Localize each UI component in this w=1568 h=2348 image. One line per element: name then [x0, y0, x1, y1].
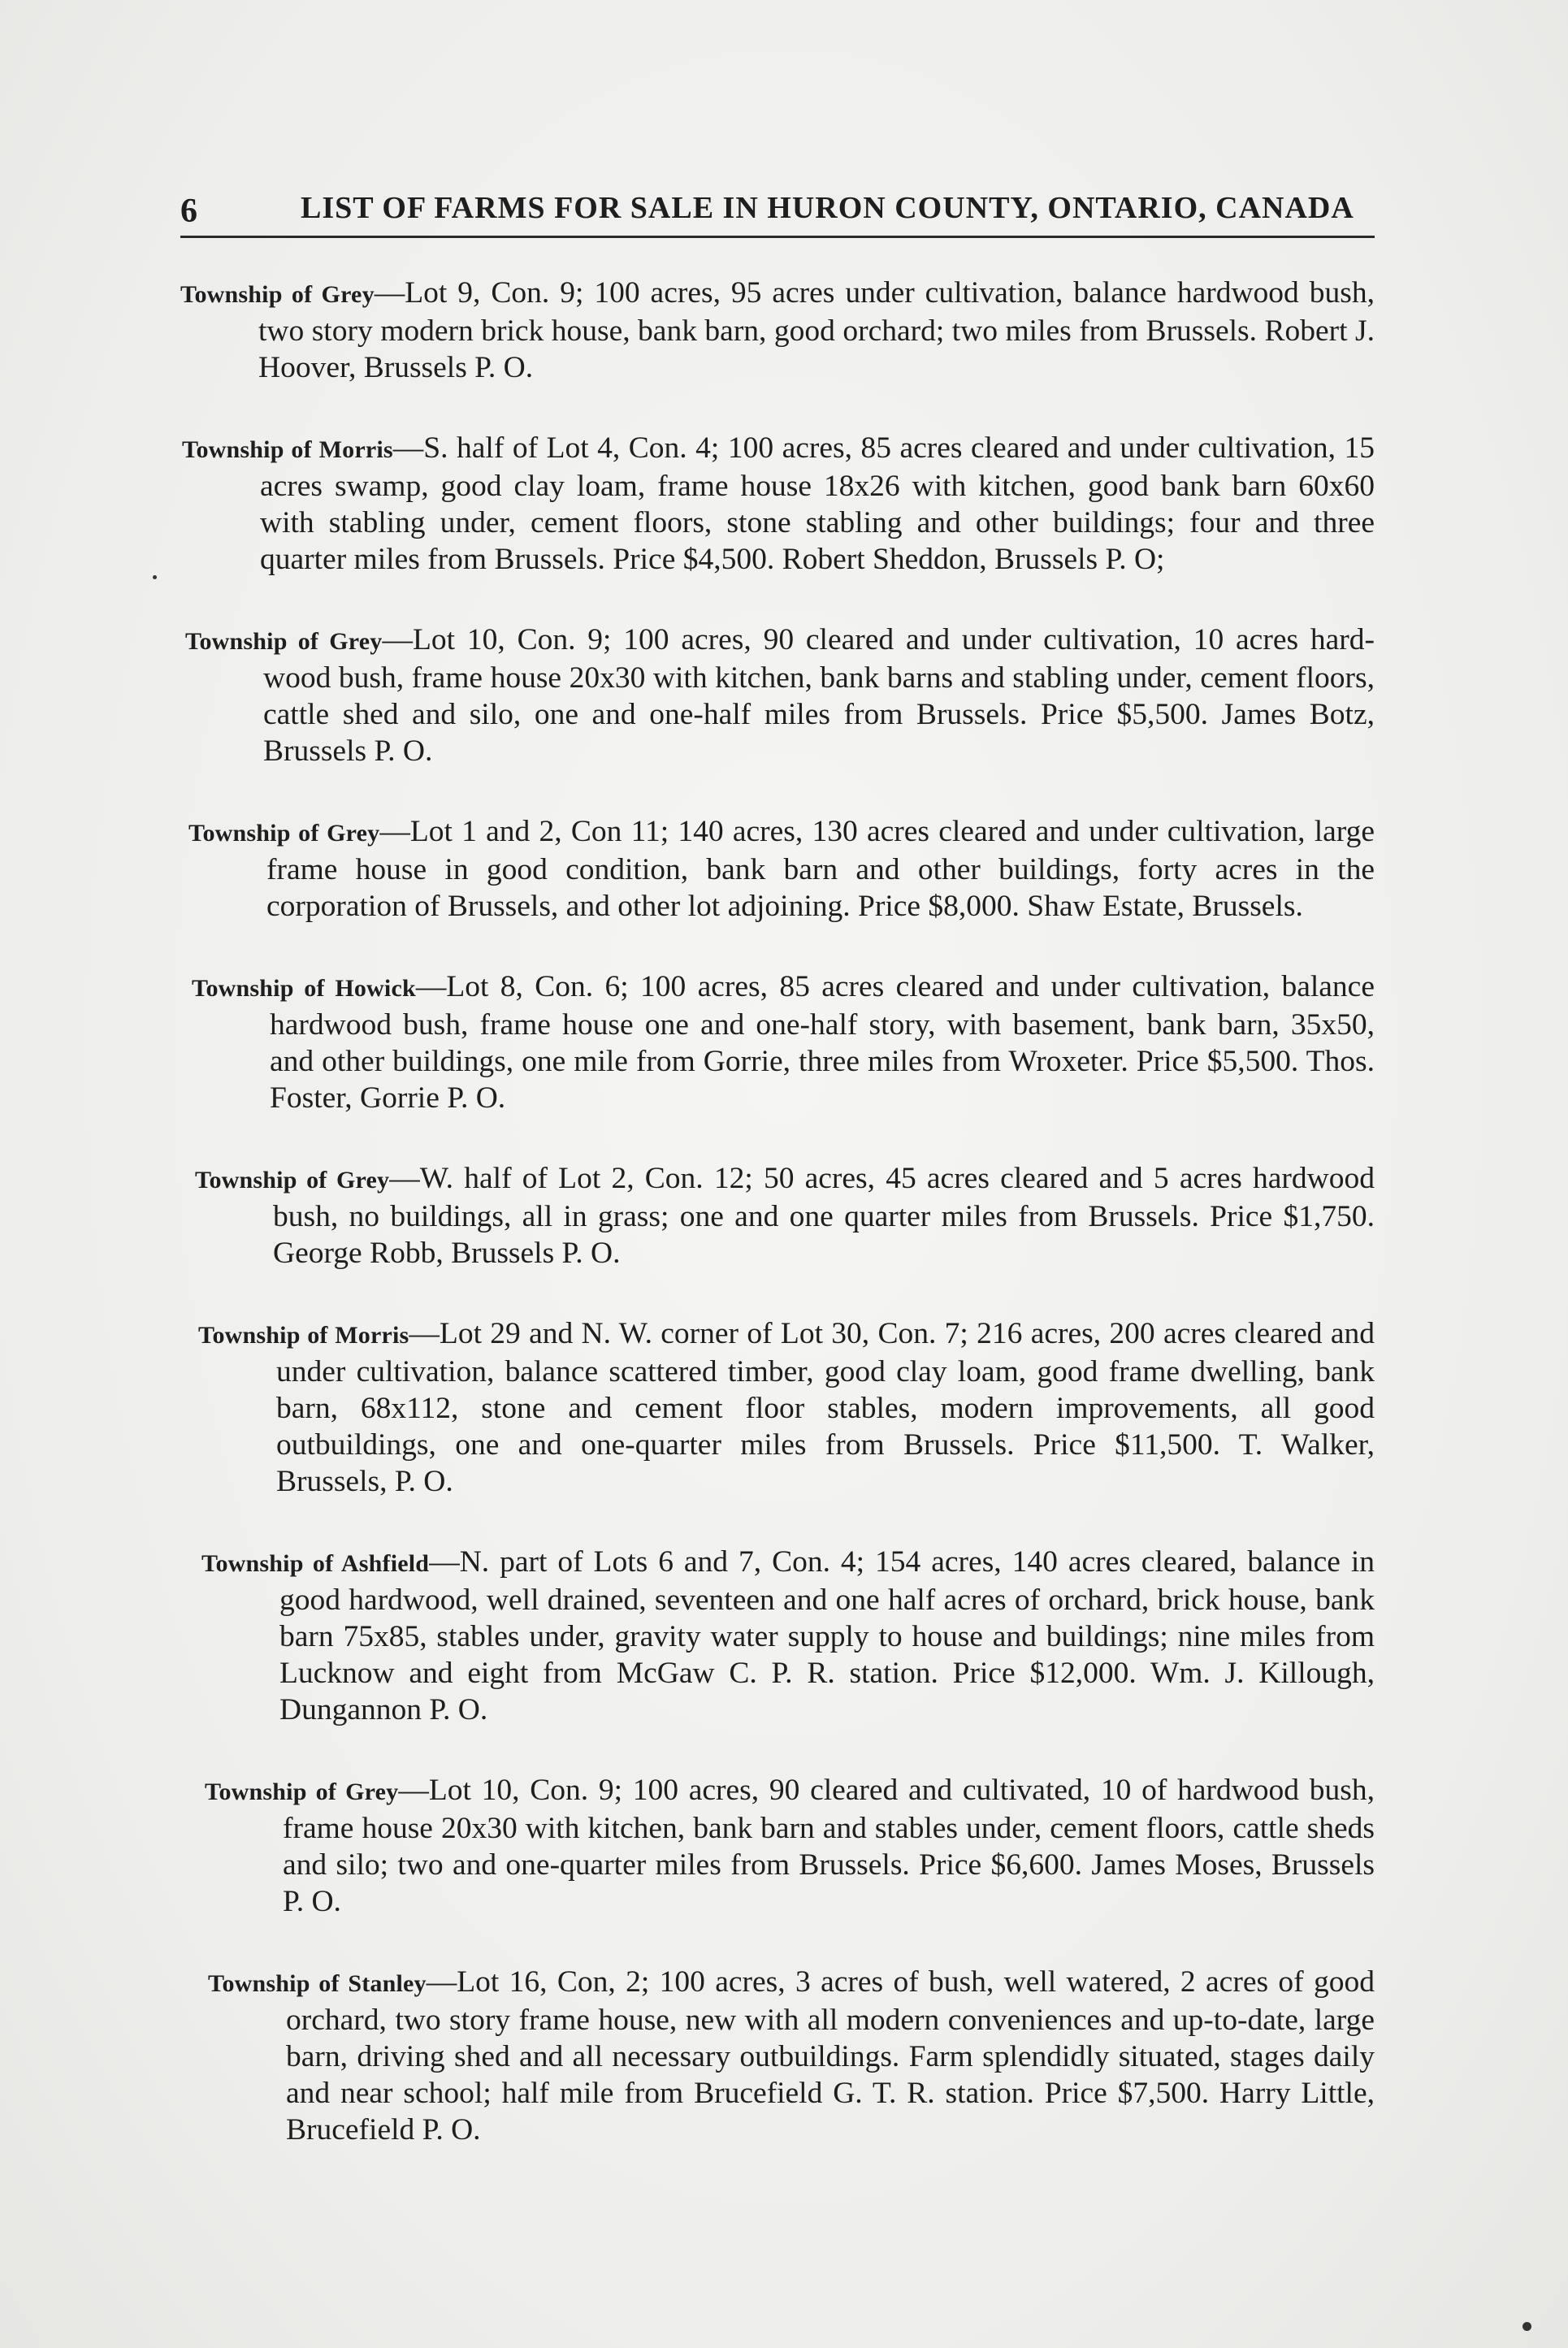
listing-text: —Lot 8, Con. 6; 100 acres, 85 acres cleared and under cultivation, balance hardwood bush, frame house one and one-half story, with basement, bank barn, 35x50, and other buildings, one mile from Gorrie, three miles from Wroxeter. Price $5,500. Thos. Foster, Gorrie P. O. [270, 970, 1375, 1115]
listing-text: —N. part of Lots 6 and 7, Con. 4; 154 acres, 140 acres cleared, balance in good hardwood, well drained, seventeen and one half acres of orchard, brick house, bank barn 75x85, stables under, gravity water supply to house and buildings; nine miles from Lucknow and eight from McGaw C. P. R. station. Price $12,000. Wm. J. Killough, Dungannon P. O. [279, 1545, 1375, 1726]
listing-text: —Lot 10, Con. 9; 100 acres, 90 cleared and cultivated, 10 of hardwood bush, frame house 20x30 with kitchen, bank barn and stables under, cement floors, cattle sheds and silo; two and one-quarter miles from Brussels. Price $6,600. James Moses, Brussels P. O. [283, 1774, 1375, 1918]
listing-text: —W. half of Lot 2, Con. 12; 50 acres, 45 acres cleared and 5 acres hardwood bush, no buildings, all in grass; one and one quarter miles from Brussels. Price $1,750. George Robb, Brussels P. O. [273, 1162, 1375, 1270]
farm-listing [208, 1964, 1375, 2148]
township-name: Township of Grey [188, 820, 380, 847]
township-name: Township of Stanley [208, 1970, 427, 1997]
farm-listing [205, 1772, 1375, 1920]
township-name: Township of Ashfield [201, 1550, 430, 1577]
page-header [180, 179, 1375, 238]
farm-listings [180, 275, 1375, 2148]
farm-listing [192, 968, 1375, 1116]
running-title: LIST OF FARMS FOR SALE IN HURON COUNTY, ONTARIO, CANADA [301, 191, 1354, 225]
page-number: 6 [180, 193, 197, 230]
listing-text: —Lot 10, Con. 9; 100 acres, 90 cleared and under cultivation, 10 acres hard-wood bush, frame house 20x30 with kitchen, bank barns and stabling under, cement floors, cattle shed and silo, one and one-half miles from Brussels. Price $5,500. James Botz, Brussels P. O. [263, 623, 1375, 768]
listing-text: —S. half of Lot 4, Con. 4; 100 acres, 85 acres cleared and under cultivation, 15 acres swamp, good clay loam, frame house 18x26 with kitchen, good bank barn 60x60 with stabling under, cement floors, stone stabling and other buildings; four and three quarter miles from Brussels. Price $4,500. Robert Sheddon, Brussels P. O; [260, 431, 1375, 576]
farm-listing [188, 813, 1375, 925]
farm-listing [182, 430, 1375, 578]
township-name: Township of Grey [180, 281, 375, 308]
township-name: Township of Morris [182, 436, 393, 463]
farm-listing [185, 622, 1375, 769]
farm-listing [180, 275, 1375, 386]
listing-text: —Lot 29 and N. W. corner of Lot 30, Con. 7; 216 acres, 200 acres cleared and under cultivation, balance scattered timber, good clay loam, good frame dwelling, bank barn, 68x112, stone and cement floor stables, modern improvements, all good outbuildings, one and one-quarter miles from Brussels. Price $11,500. T. Walker, Brussels, P. O. [276, 1317, 1375, 1498]
listing-text: —Lot 1 and 2, Con 11; 140 acres, 130 acres cleared and under cultivation, large frame house in good condition, bank barn and other buildings, forty acres in the corporation of Brussels, and other lot adjoining. Price $8,000. Shaw Estate, Brussels. [266, 815, 1375, 923]
paper-speck [153, 575, 157, 579]
farm-listing [201, 1544, 1375, 1728]
listing-text: —Lot 16, Con, 2; 100 acres, 3 acres of bush, well watered, 2 acres of good orchard, two story frame house, new with all modern conveniences and up-to-date, large barn, driving shed and all necessary outbuildings. Farm splendidly situated, stages daily and near school; half mile from Brucefield G. T. R. station. Price $7,500. Harry Little, Brucefield P. O. [286, 1965, 1375, 2147]
farm-listing [195, 1160, 1375, 1271]
township-name: Township of Grey [205, 1778, 399, 1805]
township-name: Township of Grey [195, 1167, 390, 1193]
township-name: Township of Morris [198, 1322, 409, 1349]
township-name: Township of Howick [192, 975, 416, 1002]
farm-listing [198, 1315, 1375, 1500]
township-name: Township of Grey [185, 628, 383, 655]
paper-speck [1523, 2322, 1531, 2331]
listing-text: —Lot 9, Con. 9; 100 acres, 95 acres under cultivation, balance hardwood bush, two story modern brick house, bank barn, good orchard; two miles from Brussels. Robert J. Hoover, Brussels P. O. [258, 276, 1375, 384]
